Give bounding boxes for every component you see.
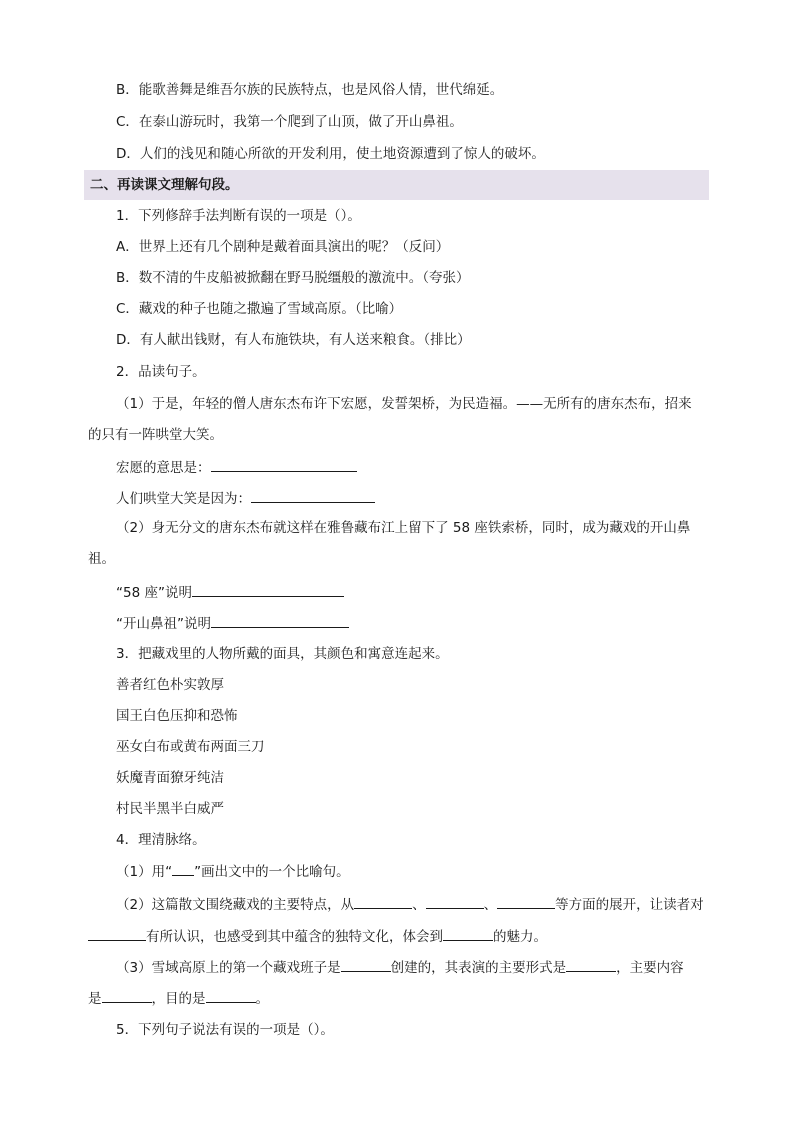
q3-color: 白色	[143, 708, 170, 724]
q4-p2-c: 有所认识，也感受到其中蕴含的独特文化，体会到	[146, 929, 443, 945]
q3-role: 村民	[116, 801, 143, 817]
q2-p2-line2: 祖。	[88, 551, 115, 567]
q4-p1-post: ”画出文中的一个比喻句。	[194, 864, 350, 880]
answer-blank[interactable]	[211, 613, 349, 628]
answer-blank[interactable]	[354, 894, 412, 909]
q2-p2-b	[116, 613, 349, 634]
q4-p3-b: 创建的，其表演的主要形式是	[390, 960, 567, 976]
q3-meaning: 朴实敦厚	[170, 677, 224, 693]
q1-option-a: A．世界上还有几个剧种是戴着面具演出的呢？（反问）	[116, 239, 450, 255]
q3-match-row	[116, 675, 224, 695]
q3-role: 国王	[116, 708, 143, 724]
q1-stem: 1．下列修辞手法判断有误的一项是（）。	[116, 208, 361, 224]
q2-p2-line1: （2）身无分文的唐东杰布就这样在雅鲁藏布江上留下了 58 座铁索桥，同时，成为藏戏的开山鼻	[116, 520, 691, 536]
q2-stem: 2．品读句子。	[116, 364, 206, 380]
q3-match-row	[116, 737, 265, 757]
q3-role: 善者	[116, 677, 143, 693]
q3-match-row	[116, 799, 224, 819]
answer-blank[interactable]	[88, 926, 146, 941]
q1-option-d: D．有人献出钱财，有人布施铁块，有人送来粮食。（排比）	[116, 332, 471, 348]
q2-p2-a-label: “58 座”说明	[116, 585, 192, 601]
q3-meaning: 纯洁	[197, 770, 224, 786]
q4-p2-line1	[116, 894, 704, 915]
q4-stem: 4．理清脉络。	[116, 832, 206, 848]
q2-p1-a	[116, 457, 357, 478]
q1-option-b: B．数不清的牛皮船被掀翻在野马脱缰般的激流中。（夸张）	[116, 270, 470, 286]
q4-p1-pre: （1）用“	[116, 864, 173, 880]
answer-blank[interactable]	[497, 894, 555, 909]
q4-p3-line2	[88, 988, 269, 1009]
q5-stem: 5．下列句子说法有误的一项是（）。	[116, 1022, 334, 1038]
answer-blank[interactable]	[566, 957, 616, 972]
q4-p2-line2	[88, 926, 547, 947]
q3-color: 青面獠牙	[143, 770, 197, 786]
q2-p2-b-label: “开山鼻祖”说明	[116, 616, 211, 632]
answer-blank[interactable]	[192, 582, 344, 597]
q3-role: 妖魔	[116, 770, 143, 786]
q4-p3-a: （3）雪域高原上的第一个藏戏班子是	[116, 960, 341, 976]
q3-stem: 3．把藏戏里的人物所戴的面具，其颜色和寓意连起来。	[116, 646, 449, 662]
q4-p2-b: 等方面的展开，让读者对	[555, 897, 704, 913]
answer-blank[interactable]	[426, 894, 484, 909]
q3-role: 巫女	[116, 739, 143, 755]
q4-p1	[116, 861, 350, 882]
q4-p2-a: （2）这篇散文围绕藏戏的主要特点，从	[116, 897, 355, 913]
q3-match-row	[116, 706, 238, 726]
q3-match-row	[116, 768, 224, 788]
answer-blank[interactable]	[206, 988, 256, 1003]
option-d-top: D．人们的浅见和随心所欲的开发利用，使土地资源遭到了惊人的破坏。	[116, 146, 545, 162]
separator: 、	[483, 897, 498, 913]
q4-p3-d: 是	[88, 991, 102, 1007]
q2-p1-line1: （1）于是，年轻的僧人唐东杰布许下宏愿，发誓架桥，为民造福。——无所有的唐东杰布，招来	[116, 396, 692, 412]
answer-blank[interactable]	[443, 926, 493, 941]
q2-p2-a	[116, 582, 344, 603]
q3-meaning: 压抑和恐怖	[170, 708, 238, 724]
answer-blank[interactable]	[341, 957, 391, 972]
underline-mark	[172, 861, 194, 876]
q4-p3-e: ，目的是	[151, 991, 206, 1007]
q4-p3-f: 。	[255, 991, 269, 1007]
q3-meaning: 两面三刀	[210, 739, 265, 755]
option-c-top: C．在泰山游玩时，我第一个爬到了山顶，做了开山鼻祖。	[116, 114, 463, 130]
q2-p1-a-label: 宏愿的意思是：	[116, 460, 211, 476]
option-b-top: B．能歌善舞是维吾尔族的民族特点，也是风俗人情，世代绵延。	[116, 82, 504, 98]
q1-option-c: C．藏戏的种子也随之撒遍了雪域高原。（比喻）	[116, 301, 403, 317]
q3-color: 红色	[143, 677, 170, 693]
q2-p1-b-label: 人们哄堂大笑是因为：	[116, 491, 251, 507]
answer-blank[interactable]	[102, 988, 152, 1003]
answer-blank[interactable]	[211, 457, 357, 472]
q3-color: 半黑半白	[143, 801, 197, 817]
q3-meaning: 威严	[197, 801, 224, 817]
section-title: 二、再读课文理解句段。	[90, 177, 239, 193]
q2-p1-b	[116, 488, 375, 509]
q4-p3-c: ，主要内容	[616, 960, 684, 976]
q4-p3-line1	[116, 957, 684, 978]
answer-blank[interactable]	[251, 488, 375, 503]
separator: 、	[412, 897, 426, 913]
q4-p2-d: 的魅力。	[493, 929, 547, 945]
q2-p1-line2: 的只有一阵哄堂大笑。	[88, 427, 223, 443]
q3-color: 白布或黄布	[143, 739, 211, 755]
